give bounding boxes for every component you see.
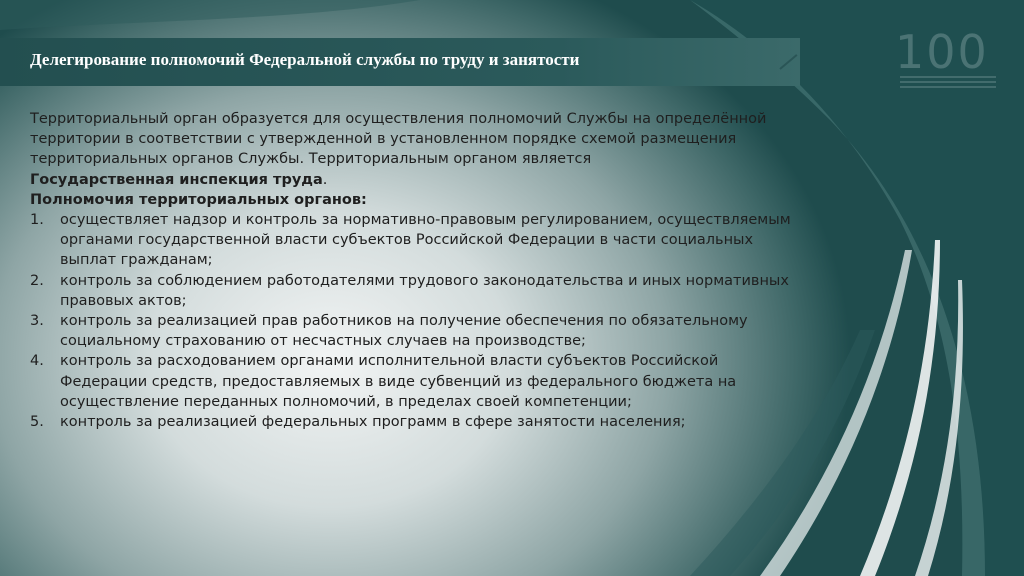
intro-text: Территориальный орган образуется для осуществления полномочий Службы на определённой территории в соответствии с утвержденной в установленном порядке схемой размещения территориальных органов Службы. Территориальным органом является (30, 111, 767, 168)
list-item-text: контроль за соблюдением работодателями трудового законодательства и иных нормативных правовых актов; (60, 272, 789, 309)
list-item-text: осуществляет надзор и контроль за нормативно-правовым регулированием, осуществляемым органами государственной власти субъектов Российской Федерации в части социальных выплат гражданам; (60, 212, 791, 269)
list-item-number: 4. (30, 353, 44, 370)
list-item (30, 210, 810, 271)
list-item-number: 3. (30, 313, 44, 330)
powers-heading: Полномочия территориальных органов: (30, 191, 367, 208)
list-item-number: 1. (30, 212, 44, 229)
list-item (30, 412, 810, 432)
list-item-text: контроль за реализацией прав работников на получение обеспечения по обязательному социальному страхованию от несчастных случаев на производстве; (60, 313, 748, 350)
list-item (30, 311, 810, 351)
logo-caption-lines (900, 76, 996, 91)
slide-title: Делегирование полномочий Федеральной службы по труду и занятости (30, 50, 580, 69)
slide-content (30, 109, 810, 432)
intro-paragraph (30, 109, 810, 190)
list-item-text: контроль за реализацией федеральных программ в сфере занятости населения; (60, 414, 686, 431)
list-item-number: 2. (30, 272, 44, 289)
intro-end: . (322, 171, 328, 188)
anniversary-logo: 100 (895, 25, 989, 79)
intro-bold-text: Государственная инспекция труда (30, 171, 323, 188)
list-item (30, 351, 810, 412)
list-item-text: контроль за расходованием органами исполнительной власти субъектов Российской Федерации средств, предоставляемых в виде субвенций из федерального бюджета на осуществление переданных полномочий, в пределах своей компетенции; (60, 353, 737, 410)
powers-list (30, 210, 810, 432)
list-item (30, 271, 810, 311)
list-item-number: 5. (30, 414, 44, 431)
